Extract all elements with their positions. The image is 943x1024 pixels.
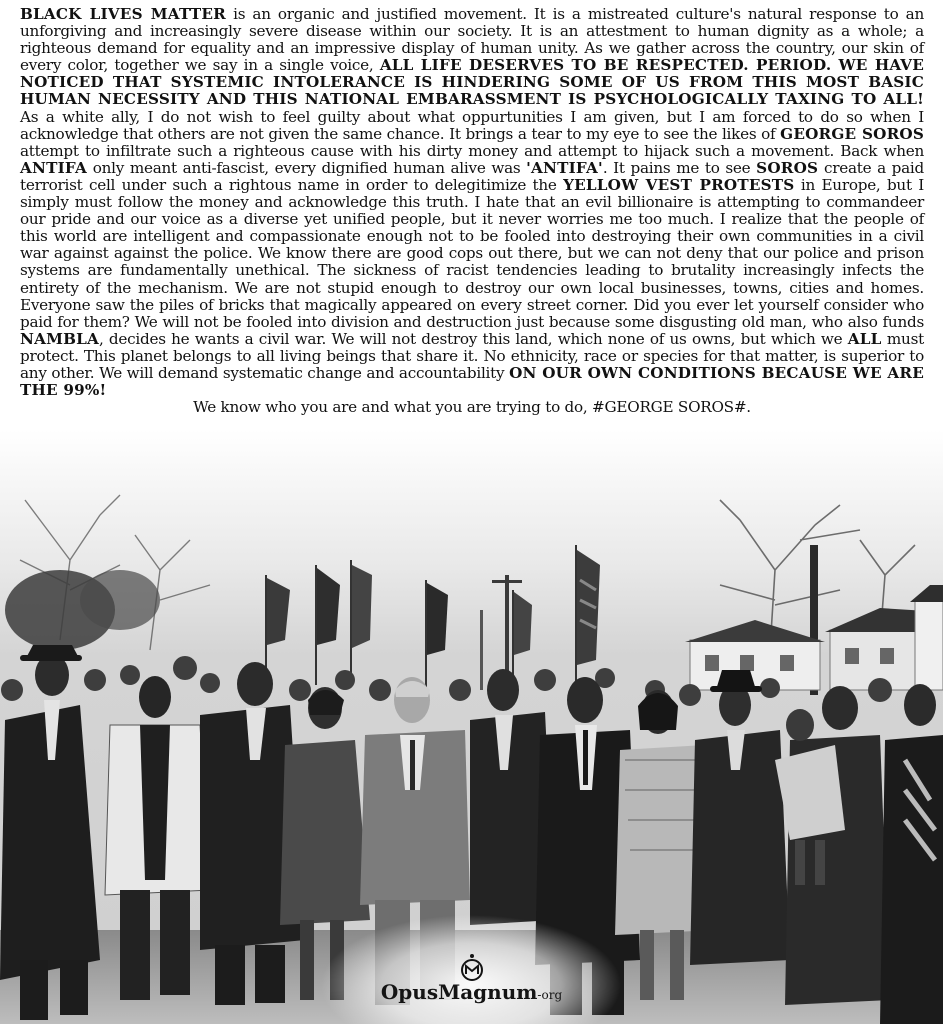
name-emphasis: SOROS bbox=[756, 158, 819, 177]
logo-suffix: -org bbox=[537, 988, 563, 1002]
logo-emblem-icon bbox=[457, 952, 487, 982]
antifa-quoted-emphasis: 'ANTIFA' bbox=[526, 158, 603, 177]
text-run: is an organic and justified movement. It is a mistreated culture's natural response to an unforgiving and increasingly severe disease within our society. It is an attestment to human dignity as a whole; a righteous demand for equality and an impressive display of human unity. As we gather across the country, our skin of every color, together we say in a single voice, bbox=[20, 5, 924, 75]
caps-statement: ALL LIFE DESERVES TO BE RESPECTED. PERIOD. WE HAVE NOTICED THAT SYSTEMIC INTOLERANCE IS HINDERING SOME OF US FROM THIS MOST BASIC HUMAN NECESSITY AND THIS NATIONAL EMBARASSMENT IS PSYCHOLOGICALLY TAXING TO ALL! bbox=[20, 56, 925, 109]
name-emphasis: GEORGE SOROS bbox=[780, 124, 924, 143]
closing-line: We know who you are and what you are trying to do, #GEORGE SOROS#. bbox=[193, 398, 751, 417]
manifesto-paragraph bbox=[20, 6, 924, 399]
text-run: only meant anti-fascist, every dignified human alive was bbox=[86, 158, 527, 177]
text-run: , decides he wants a civil war. We will not destroy this land, which none of us owns, but which we bbox=[98, 329, 848, 348]
opusmagnum-logo bbox=[0, 952, 943, 1012]
manifesto-text bbox=[20, 6, 924, 416]
antifa-emphasis: ANTIFA bbox=[20, 158, 87, 177]
text-run: must protect. This planet belongs to all living beings that share it. No ethnicity, race or species for that matter, is superior to any other. We will demand systematic change and accountability bbox=[20, 329, 924, 382]
text-run: create a paid terrorist cell under such a rightous name in order to delegitimize the bbox=[20, 158, 925, 194]
yellow-vest-emphasis: YELLOW VEST PROTESTS bbox=[563, 175, 795, 194]
logo-word: OpusMagnum bbox=[380, 980, 538, 1004]
nambla-emphasis: NAMBLA bbox=[20, 329, 99, 348]
all-emphasis: ALL bbox=[847, 329, 882, 348]
text-run: . It pains me to see bbox=[602, 158, 757, 177]
text-run: in Europe, but I simply must follow the money and acknowledge this truth. I hate that an evil billionaire is attempting to commandeer our pride and our voice as a diverse yet unified people, but it never worries me too much. I realize that the people of this world are intelligent and compassionate enough not to be fooled into destroying their own communities in a civil war against against the police. We know there are good cops out there, but we can not deny that our police and prison systems are fundamentally unethical. The sickness of racist tendencies leading to brutality increasingly infects the entirety of the mechanism. We are not stupid enough to destroy our own local businesses, towns, cities and homes. Everyone saw the piles of bricks that magically appeared on every street corner. Did you ever let yourself consider who paid for them? We will not be fooled into division and destruction just because some disgusting old man, who also funds bbox=[20, 175, 924, 331]
text-run: attempt to infiltrate such a righteous cause with his dirty money and attempt to hijack such a movement. Back when bbox=[20, 141, 924, 160]
blm-heading: BLACK LIVES MATTER bbox=[20, 5, 226, 23]
caps-closing-statement: ON OUR OWN CONDITIONS BECAUSE WE ARE THE 99%! bbox=[20, 363, 924, 400]
text-run: As a white ally, I do not wish to feel guilty about what oppurtunities I am given, but I am forced to do so when I acknowledge that others are not given the same chance. It brings a tear to my eye to see the likes of bbox=[20, 107, 924, 143]
logo-wordmark bbox=[0, 980, 943, 1004]
